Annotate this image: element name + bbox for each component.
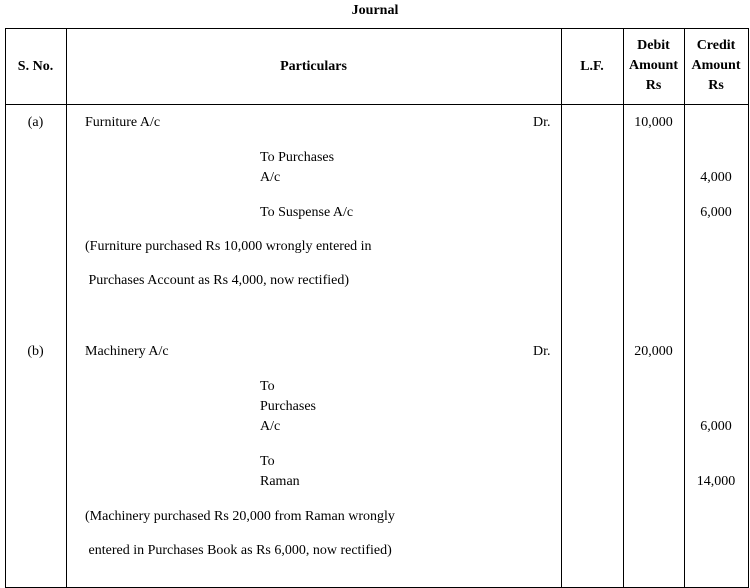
credit-account-line: Raman <box>260 474 300 489</box>
header-sno: S. No. <box>17 59 54 74</box>
credit-account: To Suspense A/c <box>260 205 354 220</box>
column-divider <box>66 28 67 588</box>
credit-account-line: To Purchases <box>260 150 335 165</box>
credit-amount: 4,000 <box>700 170 732 185</box>
header-credit <box>684 36 748 96</box>
credit-amount: 6,000 <box>700 419 732 434</box>
narration: entered in Purchases Book as Rs 6,000, now rectified) <box>85 543 392 558</box>
column-divider <box>623 28 624 588</box>
dr-label: Dr. <box>533 344 551 359</box>
header-credit-line: Amount <box>691 58 741 73</box>
header-debit <box>623 36 684 96</box>
entry-sno: (a) <box>27 115 44 130</box>
header-credit-line: Rs <box>708 78 724 93</box>
dr-label: Dr. <box>533 115 551 130</box>
narration: Purchases Account as Rs 4,000, now rectified) <box>85 273 349 288</box>
entry-sno: (b) <box>27 344 44 359</box>
debit-amount: 20,000 <box>634 344 673 359</box>
credit-account-line: Purchases <box>260 399 316 414</box>
narration: (Machinery purchased Rs 20,000 from Raman wrongly <box>85 509 395 524</box>
credit-account-line: A/c <box>260 170 281 185</box>
debit-account: Machinery A/c <box>85 344 169 359</box>
header-debit-line: Debit <box>637 38 670 53</box>
header-credit-line: Credit <box>696 38 736 53</box>
header-debit-line: Amount <box>628 58 678 73</box>
credit-account-line: To <box>260 454 275 469</box>
debit-amount: 10,000 <box>634 115 673 130</box>
credit-amount: 14,000 <box>696 474 736 489</box>
credit-account-line: A/c <box>260 419 281 434</box>
debit-account: Furniture A/c <box>85 115 161 130</box>
journal-table <box>5 28 749 588</box>
header-divider <box>5 104 749 105</box>
credit-account-line: To <box>260 379 275 394</box>
column-divider <box>684 28 685 588</box>
header-lf: L.F. <box>580 59 604 74</box>
credit-account <box>260 148 334 188</box>
credit-account <box>260 452 300 492</box>
credit-account <box>260 377 316 437</box>
page-title: Journal <box>351 3 399 18</box>
column-divider <box>561 28 562 588</box>
header-particulars: Particulars <box>280 59 347 74</box>
credit-amount: 6,000 <box>700 205 732 220</box>
narration: (Furniture purchased Rs 10,000 wrongly entered in <box>85 239 372 254</box>
header-debit-line: Rs <box>645 78 662 93</box>
